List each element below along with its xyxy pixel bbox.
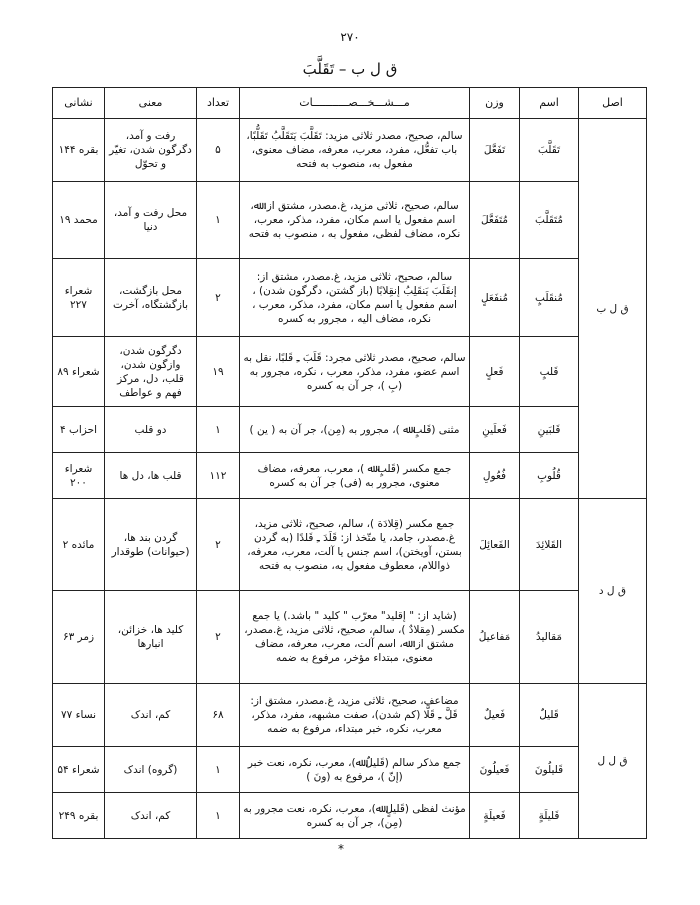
footer-mark: *	[338, 842, 344, 856]
characteristics-cell: مضاعف، صحیح، ثلاثی مزید، غ.مصدر، مشتق از: قَلَّ ـِ قَلًّا (کم شدن)، صفت مشبهه، مفرد، مذکر، معرب، نکره، خبر مبتداء، مرفوع به ضمه	[240, 684, 470, 747]
characteristics-cell: (شاید از: " إقلید" معرّب " کلید " باشد.) یا جمع مکسر (مِقلادٌ )، سالم، صحیح، ثلاثی مزید، غ.مصدر، مشتق از: ﷲ، اسم آلت، معرب، معرفه، مضاف معنوی، مبتداء مؤخر، مرفوع به ضمه	[240, 591, 470, 684]
header-noun: اسم	[520, 88, 579, 119]
meaning-cell: قلب ها، دل ها	[105, 453, 197, 499]
meaning-cell: دو قلب	[105, 407, 197, 453]
characteristics-cell: سالم، صحیح، مصدر ثلاثی مجرد: قَلَبَ ـِ قَلبًا، نقل به اسم عضو، مفرد، مذکر، معرب ، نکره، مجرور به (بِ )، جر آن به کسره	[240, 337, 470, 407]
page-number: ۲۷۰	[340, 30, 360, 44]
count-cell: ۱	[197, 747, 240, 793]
pattern-cell: مُنفَعَلٍ	[470, 259, 520, 337]
noun-cell: مُتَقَلَّبَ	[520, 182, 579, 259]
root-cell: ق ل ل	[579, 684, 647, 839]
reference-cell: شعراء ۲۰۰	[53, 453, 105, 499]
reference-cell: زمر ۶۳	[53, 591, 105, 684]
count-cell: ۱	[197, 182, 240, 259]
table-row	[53, 337, 647, 407]
count-cell: ۵	[197, 119, 240, 182]
meaning-cell: رفت و آمد، دگرگون شدن، تغیّر و تحوّل	[105, 119, 197, 182]
table-row	[53, 499, 647, 591]
reference-cell: بقره ۲۴۹	[53, 793, 105, 839]
reference-cell: محمد ۱۹	[53, 182, 105, 259]
pattern-cell: فَعیلَةٍ	[470, 793, 520, 839]
header-pattern: وزن	[470, 88, 520, 119]
root-cell: ق ل د	[579, 499, 647, 684]
header-row	[53, 88, 647, 119]
meaning-cell: محل بازگشت، بازگشتگاه، آخرت	[105, 259, 197, 337]
characteristics-cell: سالم، صحیح، مصدر ثلاثی مزید: تَقَلَّبَ یَتَقَلَّبُ تَقَلُّبًا، باب تفعُّل، مفرد، معرب، معرفه، مضاف معنوی، مفعول به، منصوب به فتحه	[240, 119, 470, 182]
table-row	[53, 453, 647, 499]
pattern-cell: فَعلَینِ	[470, 407, 520, 453]
pattern-cell: فُعُولِ	[470, 453, 520, 499]
meaning-cell: کلید ها، خزائن، انبارها	[105, 591, 197, 684]
noun-cell: القَلائِدَ	[520, 499, 579, 591]
count-cell: ۱	[197, 793, 240, 839]
reference-cell: بقره ۱۴۴	[53, 119, 105, 182]
noun-cell: مُنقَلَبٍ	[520, 259, 579, 337]
noun-cell: مَقالیدُ	[520, 591, 579, 684]
noun-cell: قَلیلٌ	[520, 684, 579, 747]
characteristics-cell: مؤنث لفظی (قَلیلٍ ﷲ)، معرب، نکره، نعت مجرور به (مِن)، جر آن به کسره	[240, 793, 470, 839]
page-title: ق ل ب – تَقَلَّبَ	[302, 60, 398, 78]
characteristics-cell: جمع مکسر (قَلبٍ ﷲ )، معرب، معرفه، مضاف معنوی، مجرور به (فی) جر آن به کسره	[240, 453, 470, 499]
count-cell: ۶۸	[197, 684, 240, 747]
pattern-cell: الفَعائِلَ	[470, 499, 520, 591]
noun-cell: قَلبٍ	[520, 337, 579, 407]
header-characteristics: مـــشـــخـــصـــــــــــات	[240, 88, 470, 119]
noun-cell: قَلیلَةٍ	[520, 793, 579, 839]
table-row	[53, 182, 647, 259]
noun-cell: قَلبَینِ	[520, 407, 579, 453]
reference-cell: احزاب ۴	[53, 407, 105, 453]
pattern-cell: تَفَعَّلَ	[470, 119, 520, 182]
noun-cell: قُلُوبِ	[520, 453, 579, 499]
count-cell: ۲	[197, 591, 240, 684]
reference-cell: شعراء ۵۴	[53, 747, 105, 793]
pattern-cell: مُتَفَعَّلَ	[470, 182, 520, 259]
meaning-cell: دگرگون شدن، وازگون شدن، قلب، دل، مرکز فهم و عواطف	[105, 337, 197, 407]
pattern-cell: فَعلٍ	[470, 337, 520, 407]
count-cell: ۲	[197, 499, 240, 591]
table-row	[53, 119, 647, 182]
pattern-cell: فَعیلٌ	[470, 684, 520, 747]
meaning-cell: کم، اندک	[105, 793, 197, 839]
header-root: اصل	[579, 88, 647, 119]
table-row	[53, 684, 647, 747]
reference-cell: شعراء ۲۲۷	[53, 259, 105, 337]
pattern-cell: مَفاعیلُ	[470, 591, 520, 684]
meaning-cell: گردن بند ها، (حیوانات) طوقدار	[105, 499, 197, 591]
table-row	[53, 793, 647, 839]
meaning-cell: کم، اندک	[105, 684, 197, 747]
count-cell: ۱	[197, 407, 240, 453]
header-meaning: معنی	[105, 88, 197, 119]
characteristics-cell: سالم، صحیح، ثلاثی مزید، غ.مصدر، مشتق از: ﷲ، اسم مفعول یا اسم مکان، مفرد، مذکر، معرب، نکره، مضاف لفظی، مفعول به ، منصوب به فتحه	[240, 182, 470, 259]
count-cell: ۲	[197, 259, 240, 337]
characteristics-cell: سالم، صحیح، ثلاثی مزید، غ.مصدر، مشتق از: إنقَلَبَ یَنقَلِبُ إنقِلابًا (باز گشتن، دگرگون شدن) ، اسم مفعول یا اسم مکان، مفرد، مذکر، معرب ، نکره، مضاف الیه ، مجرور به کسره	[240, 259, 470, 337]
reference-cell: شعراء ۸۹	[53, 337, 105, 407]
word-analysis-table	[52, 87, 647, 839]
header-count: تعداد	[197, 88, 240, 119]
meaning-cell: محل رفت و آمد، دنیا	[105, 182, 197, 259]
table-row	[53, 591, 647, 684]
characteristics-cell: مثنی (قَلبٍ ﷲ )، مجرور به (مِن)، جر آن به ( ین )	[240, 407, 470, 453]
reference-cell: مائده ۲	[53, 499, 105, 591]
count-cell: ۱۹	[197, 337, 240, 407]
noun-cell: قَلیلُونَ	[520, 747, 579, 793]
reference-cell: نساء ۷۷	[53, 684, 105, 747]
root-cell: ق ل ب	[579, 119, 647, 499]
meaning-cell: (گروه) اندک	[105, 747, 197, 793]
count-cell: ۱۱۲	[197, 453, 240, 499]
characteristics-cell: جمع مذکر سالم (قَلیلٌ ﷲ)، معرب، نکره، نعت خبر (إنّ )، مرفوع به (ونَ )	[240, 747, 470, 793]
pattern-cell: فَعیلُونَ	[470, 747, 520, 793]
table-row	[53, 259, 647, 337]
characteristics-cell: جمع مکسر (قِلادَة )، سالم، صحیح، ثلاثی مزید، غ.مصدر، جامد، یا متّخذ از: قَلَدَ ـِ قَلدًا (به گردن بستن، آویختن)، اسم جنس یا آلت، معرب، معرفه، ذواللام، معطوف مفعول به، منصوب به فتحه	[240, 499, 470, 591]
noun-cell: تَقَلَّبَ	[520, 119, 579, 182]
table-row	[53, 407, 647, 453]
table-row	[53, 747, 647, 793]
header-reference: نشانی	[53, 88, 105, 119]
